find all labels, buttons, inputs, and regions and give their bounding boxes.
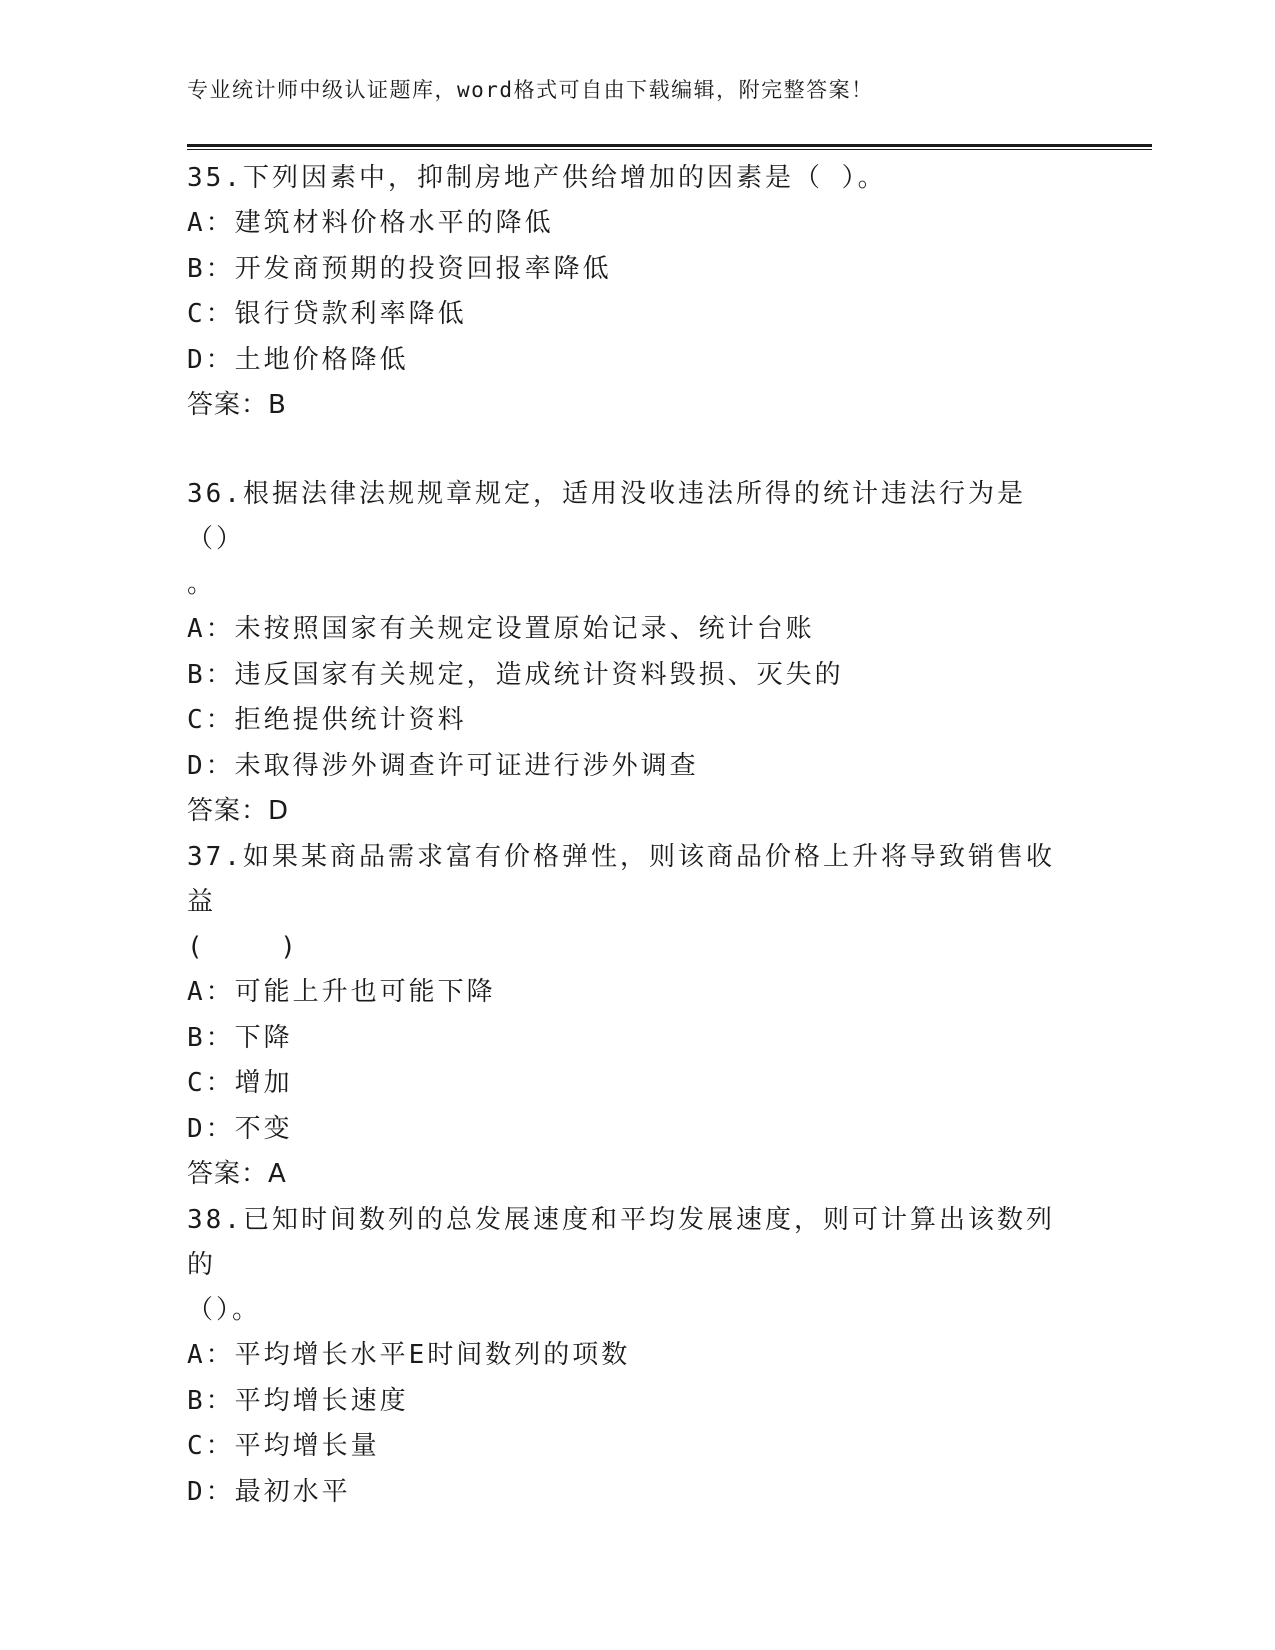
answer-label: 答案：B xyxy=(187,390,287,420)
option-d: D：最初水平 xyxy=(187,1476,351,1507)
option-d: D：不变 xyxy=(187,1113,293,1144)
page-header: 专业统计师中级认证题库，word格式可自由下载编辑，附完整答案！ xyxy=(187,78,874,102)
question-stem-continuation: 。 xyxy=(187,569,217,599)
question-35 xyxy=(187,156,1067,428)
option-a: A：建筑材料价格水平的降低 xyxy=(187,208,554,238)
option-d: D：土地价格降低 xyxy=(187,344,409,375)
header-divider xyxy=(187,144,1152,150)
question-37 xyxy=(187,835,1067,1197)
option-c: C：平均增长量 xyxy=(187,1431,380,1461)
question-38 xyxy=(187,1198,1067,1515)
option-c: C：增加 xyxy=(187,1068,293,1098)
question-stem-continuation: ( ) xyxy=(187,932,299,962)
question-stem-continuation: （）。 xyxy=(187,1295,262,1325)
answer-label: 答案：D xyxy=(187,796,290,826)
question-stem: 36.根据法律法规规章规定，适用没收违法所得的统计违法行为是（） xyxy=(187,479,1026,554)
option-b: B：开发商预期的投资回报率降低 xyxy=(187,253,612,284)
answer-label: 答案：A xyxy=(187,1159,287,1189)
question-stem: 38.已知时间数列的总发展速度和平均发展速度，则可计算出该数列的 xyxy=(187,1205,1055,1280)
option-c: C：银行贷款利率降低 xyxy=(187,299,467,329)
option-b: B：违反国家有关规定，造成统计资料毁损、灭失的 xyxy=(187,659,844,690)
option-b: B：下降 xyxy=(187,1022,293,1053)
question-36 xyxy=(187,472,1067,834)
question-stem: 37.如果某商品需求富有价格弹性，则该商品价格上升将导致销售收益 xyxy=(187,842,1055,917)
question-stem: 35.下列因素中，抑制房地产供给增加的因素是（ ）。 xyxy=(187,163,887,193)
option-a: A：平均增长水平E时间数列的项数 xyxy=(187,1340,631,1370)
option-b: B：平均增长速度 xyxy=(187,1385,409,1416)
option-d: D：未取得涉外调查许可证进行涉外调查 xyxy=(187,750,699,781)
option-a: A：可能上升也可能下降 xyxy=(187,977,496,1007)
option-c: C：拒绝提供统计资料 xyxy=(187,705,467,735)
option-a: A：未按照国家有关规定设置原始记录、统计台账 xyxy=(187,614,815,644)
